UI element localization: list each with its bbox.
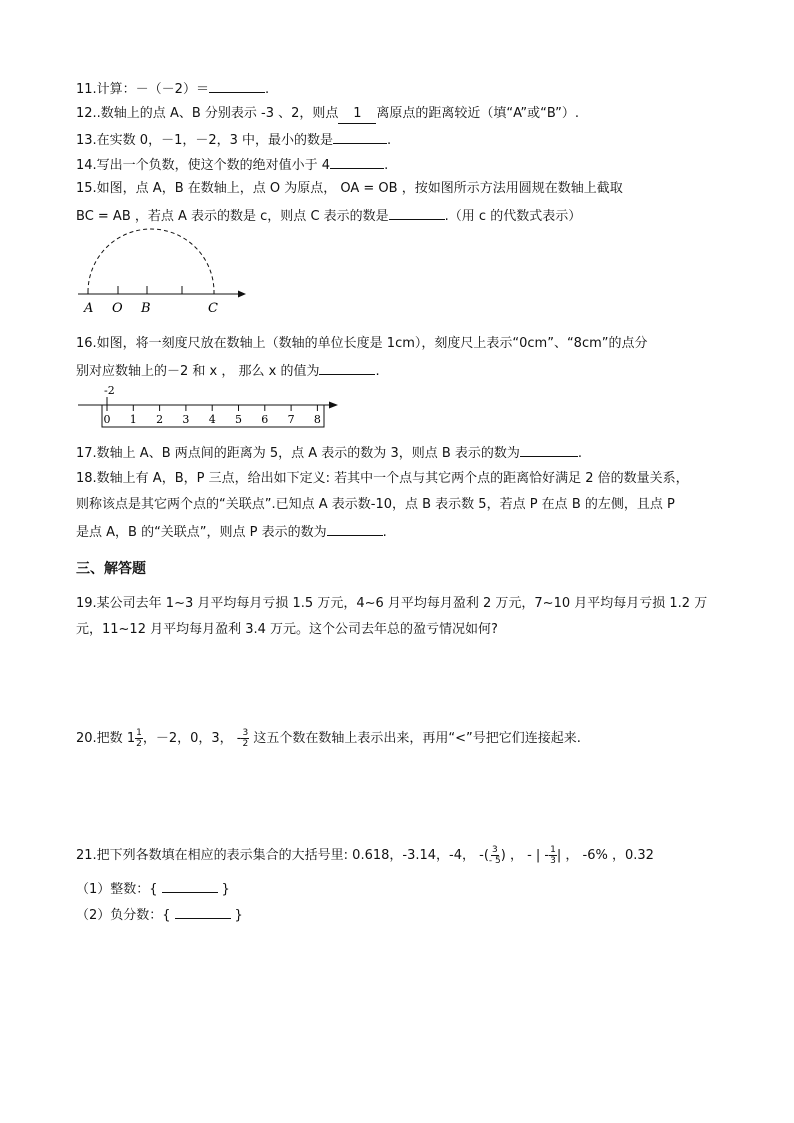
q20-neg-num: 3 bbox=[242, 728, 249, 738]
ruler-tick-label: 1 bbox=[129, 413, 137, 426]
q20-text-b: ，－2，0，3， bbox=[142, 731, 237, 746]
q13-answer-blank[interactable] bbox=[333, 130, 387, 144]
q12-text-b: 、2，则点 bbox=[273, 106, 339, 121]
q21-f1-den: - 5 bbox=[488, 856, 501, 866]
question-13 bbox=[76, 130, 391, 150]
q21-mid: ， bbox=[505, 848, 528, 863]
q21-f1-post: ) bbox=[500, 848, 506, 863]
q19-line-2: 元，11~12 月平均每月盈利 3.4 万元。这个公司去年总的盈亏情况如何? bbox=[76, 622, 498, 637]
question-18-line-3 bbox=[76, 522, 387, 542]
q15-arrow-icon bbox=[238, 291, 246, 298]
q16-line-2a: 别对应数轴上的－2 和 x ， 那么 x 的值为 bbox=[76, 364, 320, 379]
question-18-line-1 bbox=[76, 470, 689, 488]
q21-fraction-2 bbox=[549, 845, 557, 866]
q14-text: 14.写出一个负数，使这个数的绝对值小于 4 bbox=[76, 158, 331, 173]
ruler-tick-label: 2 bbox=[156, 413, 164, 426]
q18-line-3b: . bbox=[382, 525, 387, 540]
q16-answer-blank[interactable] bbox=[319, 361, 375, 375]
question-11 bbox=[76, 79, 269, 99]
q12-text-a: 12..数轴上的点 A、B 分别表示 bbox=[76, 106, 262, 121]
q15-arc bbox=[88, 229, 214, 292]
q16-ruler-figure bbox=[74, 380, 344, 430]
ruler-tick-label: 0 bbox=[103, 413, 111, 426]
ruler-tick-label: 4 bbox=[208, 413, 216, 426]
question-21 bbox=[76, 843, 654, 869]
q20-mixed-fraction bbox=[135, 728, 143, 749]
q15-line-2b: .（用 c 的代数式表示） bbox=[444, 209, 582, 224]
q20-mixed-whole: 1 bbox=[126, 731, 136, 746]
q12-text-c: 离原点的距离较近（填“A”或“B”）. bbox=[376, 106, 579, 121]
q20-neg-sign: - bbox=[236, 731, 242, 746]
q20-mixed-den: 2 bbox=[136, 739, 142, 749]
q15-compass-figure bbox=[74, 228, 254, 320]
question-15-line-1 bbox=[76, 180, 623, 198]
q18-line-1: 18.数轴上有 A，B，P 三点，给出如下定义: 若其中一个点与其它两个点的距离恰好满足 2 倍的数量关系， bbox=[76, 471, 689, 486]
q16-arrow-icon bbox=[329, 402, 338, 409]
q15-answer-blank[interactable] bbox=[389, 206, 445, 220]
q21-item-1-label: （1）整数：{ bbox=[76, 882, 158, 897]
ruler-tick-label: 5 bbox=[235, 413, 242, 426]
question-20 bbox=[76, 726, 581, 752]
q15-label-a: A bbox=[84, 301, 94, 316]
question-14 bbox=[76, 155, 388, 175]
question-19-line-2 bbox=[76, 621, 498, 639]
q21-item-2 bbox=[76, 905, 243, 925]
q18-line-3a: 是点 A，B 的“关联点”，则点 P 表示的数为 bbox=[76, 525, 327, 540]
q21-item-1-close: } bbox=[221, 882, 230, 897]
q15-label-b: B bbox=[141, 301, 151, 316]
q14-answer-blank[interactable] bbox=[330, 155, 384, 169]
q19-line-1: 19.某公司去年 1~3 月平均每月亏损 1.5 万元，4~6 月平均每月盈利 2 万元，7~10 月平均每月亏损 1.2 万 bbox=[76, 596, 708, 611]
q18-line-2: 则称该点是其它两个点的“关联点”.已知点 A 表示数-10，点 B 表示数 5，若点 P 在点 B 的左侧，且点 P bbox=[76, 497, 675, 512]
q20-neg-den: 2 bbox=[242, 739, 249, 749]
ruler-tick-label: 8 bbox=[313, 413, 321, 426]
q11-answer-blank[interactable] bbox=[209, 79, 265, 93]
q14-end: . bbox=[384, 158, 389, 173]
question-18-line-2 bbox=[76, 496, 675, 514]
q18-answer-blank[interactable] bbox=[327, 522, 383, 536]
q20-mixed-num: 1 bbox=[136, 728, 142, 738]
q17-text: 17.数轴上 A、B 两点间的距离为 5，点 A 表示的数为 3，则点 B 表示的数为 bbox=[76, 446, 520, 461]
q15-label-c: C bbox=[208, 301, 218, 316]
q21-item-1 bbox=[76, 879, 230, 899]
q16-ruler-ticks bbox=[104, 405, 321, 426]
q21-f1-pre: -( bbox=[479, 848, 489, 863]
ruler-tick-label: 3 bbox=[182, 413, 190, 426]
question-17 bbox=[76, 443, 582, 463]
question-19-line-1 bbox=[76, 595, 707, 613]
q13-end: . bbox=[387, 133, 392, 148]
q11-text: 11.计算：－（－2）＝ bbox=[76, 82, 209, 97]
section-title: 三、解答题 bbox=[76, 561, 146, 577]
q16-line-2b: . bbox=[375, 364, 380, 379]
q17-end: . bbox=[577, 446, 583, 461]
q15-label-o: O bbox=[112, 301, 123, 316]
q16-axis-label: -2 bbox=[104, 384, 115, 397]
q21-f2-post: | bbox=[556, 848, 562, 863]
q21-text-a: 21.把下列各数填在相应的表示集合的大括号里: 0.618，-3.14，-4， bbox=[76, 848, 480, 863]
q20-text-c: 这五个数在数轴上表示出来，再用“<”号把它们连接起来. bbox=[249, 731, 581, 746]
q21-fraction-1 bbox=[489, 845, 501, 866]
q21-f2-pre: - | - bbox=[527, 848, 550, 863]
q15-line-1: 15.如图，点 A，B 在数轴上，点 O 为原点， OA = OB ，按如图所示方法用圆规在数轴上截取 bbox=[76, 181, 623, 196]
question-16-line-1 bbox=[76, 335, 648, 353]
q21-end: ， -6% ，0.32 bbox=[561, 848, 654, 863]
q21-integer-blank[interactable] bbox=[162, 879, 218, 893]
q21-f2-den: 3 bbox=[550, 856, 556, 866]
q21-f1-num: 3 bbox=[491, 845, 498, 855]
q11-end: . bbox=[264, 82, 270, 97]
question-15-line-2 bbox=[76, 206, 581, 226]
q21-item-2-label: （2）负分数：{ bbox=[76, 908, 171, 923]
q12-value-1: -3 bbox=[261, 106, 274, 121]
ruler-tick-label: 7 bbox=[287, 413, 295, 426]
q21-item-2-close: } bbox=[234, 908, 243, 923]
q17-answer-blank[interactable] bbox=[520, 443, 578, 457]
question-12 bbox=[76, 105, 579, 124]
q21-negative-fraction-blank[interactable] bbox=[175, 905, 231, 919]
question-16-line-2 bbox=[76, 361, 380, 381]
ruler-tick-label: 6 bbox=[261, 413, 269, 426]
q21-f2-num: 1 bbox=[550, 845, 556, 855]
q13-text: 13.在实数 0，－1，－2，3 中，最小的数是 bbox=[76, 133, 334, 148]
q20-text-a: 20.把数 bbox=[76, 731, 127, 746]
q12-answer-blank[interactable]: 1 bbox=[338, 105, 376, 124]
q16-line-1: 16.如图，将一刻度尺放在数轴上（数轴的单位长度是 1cm），刻度尺上表示“0cm”、“8cm”的点分 bbox=[76, 336, 648, 351]
q15-line-2a: BC = AB ，若点 A 表示的数是 c，则点 C 表示的数是 bbox=[76, 209, 389, 224]
